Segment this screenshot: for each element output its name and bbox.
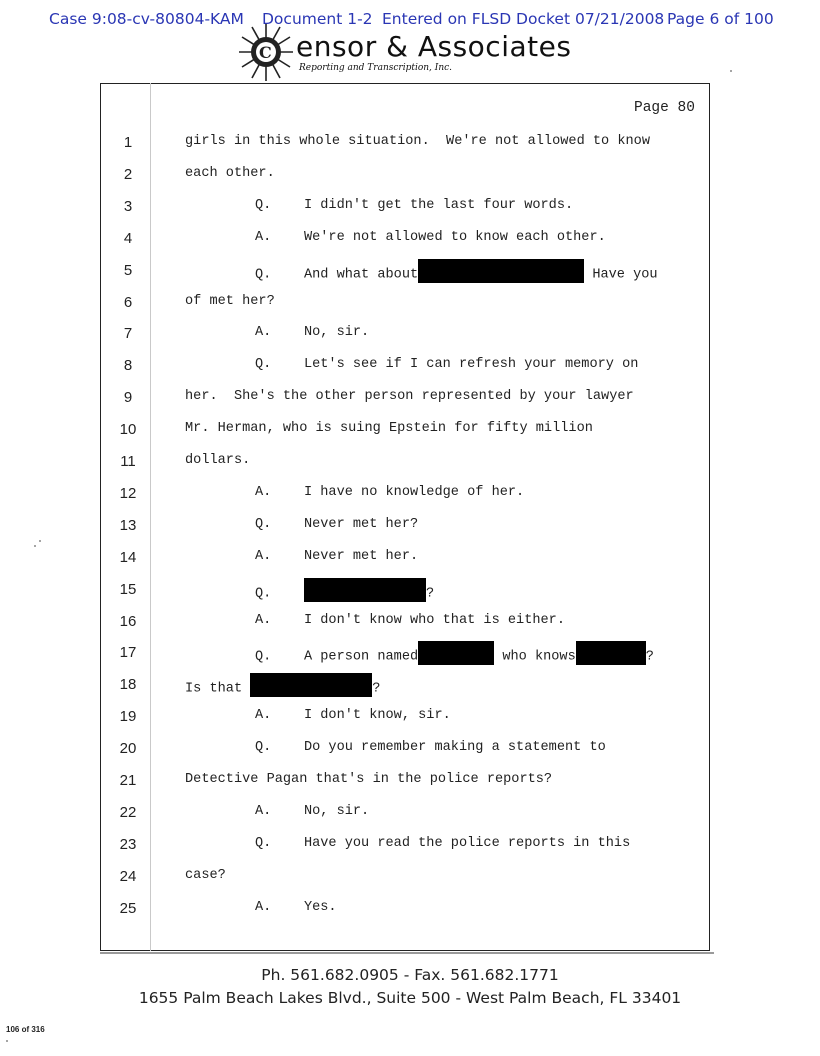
line-text <box>185 166 275 181</box>
line-number: 4 <box>123 229 133 247</box>
transcript-line <box>100 766 710 796</box>
line-number: 6 <box>123 293 133 311</box>
line-number: 12 <box>119 484 137 502</box>
transcript-line <box>100 862 710 892</box>
line-text-segment: Q. Never met her? <box>255 516 419 532</box>
line-text <box>255 517 418 532</box>
redaction-bar <box>418 641 494 665</box>
transcript-line <box>100 830 710 860</box>
transcript-line <box>100 543 710 573</box>
line-text-segment: A. I don't know who that is either. <box>255 612 565 628</box>
transcript-line <box>100 702 710 732</box>
transcript-line <box>100 798 710 828</box>
bates-number: 106 of 316 <box>6 1025 45 1034</box>
line-text <box>255 485 524 500</box>
line-number: 10 <box>119 421 137 439</box>
line-text-segment: ? <box>372 681 381 697</box>
line-number: 8 <box>123 357 133 375</box>
scan-speck <box>39 540 41 542</box>
line-number: 1 <box>123 134 133 151</box>
line-text <box>255 644 654 668</box>
line-text-segment: girls in this whole situation. We're not allowed to know <box>185 134 650 149</box>
line-number: 20 <box>119 740 137 758</box>
line-text-segment: Have you <box>584 267 658 283</box>
line-text-segment: A. I have no knowledge of her. <box>255 484 525 500</box>
reporter-logo <box>238 22 572 82</box>
line-text-segment: who knows <box>494 649 576 665</box>
transcript-line <box>100 670 710 700</box>
line-text <box>185 389 634 404</box>
line-number: 17 <box>119 644 137 662</box>
transcript-line <box>100 383 710 413</box>
transcript-line <box>100 224 710 254</box>
line-text-segment: of met her? <box>185 293 275 309</box>
line-text-segment: Q. And what about <box>255 267 419 283</box>
seal-icon <box>238 22 294 82</box>
line-number: 21 <box>119 772 137 789</box>
line-text-segment: Detective Pagan that's in the police reports? <box>185 772 553 787</box>
transcript-line <box>100 734 710 764</box>
scan-speck <box>34 545 36 547</box>
redaction-bar <box>576 641 646 665</box>
line-text <box>185 421 593 436</box>
docket-entry-date: Entered on FLSD Docket 07/21/2008 <box>382 10 665 28</box>
line-text <box>185 294 275 309</box>
transcript-line <box>100 575 710 605</box>
transcript-line <box>100 351 710 381</box>
line-number: 9 <box>123 389 133 407</box>
line-text <box>185 676 380 700</box>
footer-address: 1655 Palm Beach Lakes Blvd., Suite 500 - West Palm Beach, FL 33401 <box>138 989 682 1007</box>
line-number: 14 <box>119 548 137 566</box>
footer-phone-fax: Ph. 561.682.0905 - Fax. 561.682.1771 <box>261 966 559 984</box>
scan-speck <box>6 1040 8 1042</box>
line-text-segment: Q. Let's see if I can refresh your memory on <box>255 357 639 373</box>
transcript-page-number: Page 80 <box>634 100 695 116</box>
line-number: 25 <box>119 899 137 917</box>
line-text <box>255 836 630 851</box>
line-number: 24 <box>119 867 137 885</box>
line-text-segment: her. She's the other person represented by your lawyer <box>185 389 634 405</box>
line-text-segment: Q. I didn't get the last four words. <box>255 197 574 213</box>
line-text-segment: A. No, sir. <box>255 803 370 819</box>
line-text <box>255 900 337 915</box>
line-text-segment: case? <box>185 867 226 883</box>
line-text-segment: Q. Have you read the police reports in this <box>255 835 631 851</box>
transcript-line <box>100 894 710 924</box>
line-text-segment: dollars. <box>185 453 251 468</box>
transcript-line <box>100 128 710 158</box>
transcript-line <box>100 511 710 541</box>
line-text <box>255 357 638 372</box>
transcript-line <box>100 447 710 477</box>
transcript-line <box>100 479 710 509</box>
transcript-line <box>100 319 710 349</box>
line-number: 16 <box>119 612 137 630</box>
transcript-line <box>100 160 710 190</box>
line-text <box>255 198 573 213</box>
scan-speck <box>730 70 732 72</box>
redaction-bar <box>304 578 426 602</box>
line-number: 23 <box>119 835 137 853</box>
line-number: 7 <box>123 325 133 343</box>
reporter-name: ensor & Associates <box>296 30 572 63</box>
line-text <box>255 708 451 723</box>
line-text <box>185 453 250 468</box>
redaction-bar <box>418 259 584 283</box>
line-text <box>185 134 650 149</box>
document-number: Document 1-2 <box>262 10 373 28</box>
line-number: 19 <box>119 708 137 726</box>
line-number: 13 <box>119 516 137 534</box>
line-number: 11 <box>120 453 136 470</box>
line-text <box>255 740 606 755</box>
line-text <box>185 772 552 787</box>
line-text-segment: Q. Do you remember making a statement to <box>255 740 606 756</box>
line-number: 18 <box>119 676 137 694</box>
line-text-segment: Q. A person named <box>255 649 419 665</box>
line-text <box>255 230 606 245</box>
transcript-line <box>100 192 710 222</box>
line-text <box>255 613 565 628</box>
line-text-segment: each other. <box>185 165 275 181</box>
line-text-segment: Mr. Herman, who is suing Epstein for fifty million <box>185 421 593 437</box>
line-number: 2 <box>123 165 133 183</box>
redaction-bar <box>250 673 372 697</box>
transcript-line <box>100 415 710 445</box>
line-number: 22 <box>119 803 137 821</box>
line-number: 15 <box>119 580 137 598</box>
line-number: 5 <box>123 261 133 279</box>
line-text-segment: A. Yes. <box>255 899 337 915</box>
line-text <box>255 804 369 819</box>
line-text <box>185 868 226 883</box>
line-text <box>255 262 658 286</box>
line-text-segment: Q. <box>255 586 304 602</box>
transcript-line <box>100 288 710 318</box>
docket-page-count: Page 6 of 100 <box>667 10 774 28</box>
transcript-line <box>100 638 710 668</box>
case-number: Case 9:08-cv-80804-KAM <box>49 10 244 28</box>
line-text-segment: ? <box>425 586 435 602</box>
reporter-subtitle: Reporting and Transcription, Inc. <box>299 63 453 73</box>
line-text <box>255 549 418 564</box>
transcript-line <box>100 256 710 286</box>
line-text-segment: ? <box>645 649 654 665</box>
line-text <box>255 325 369 340</box>
line-text-segment: A. Never met her. <box>255 548 419 564</box>
svg-text:C: C <box>259 43 272 62</box>
line-text-segment: A. We're not allowed to know each other. <box>255 229 606 245</box>
line-number: 3 <box>123 197 133 215</box>
line-text-segment: A. I don't know, sir. <box>255 708 451 724</box>
transcript-line <box>100 607 710 637</box>
line-text-segment: Is that <box>185 681 251 697</box>
page-edge-shadow <box>100 952 714 954</box>
line-text-segment: A. No, sir. <box>255 325 370 341</box>
line-text <box>255 581 434 605</box>
